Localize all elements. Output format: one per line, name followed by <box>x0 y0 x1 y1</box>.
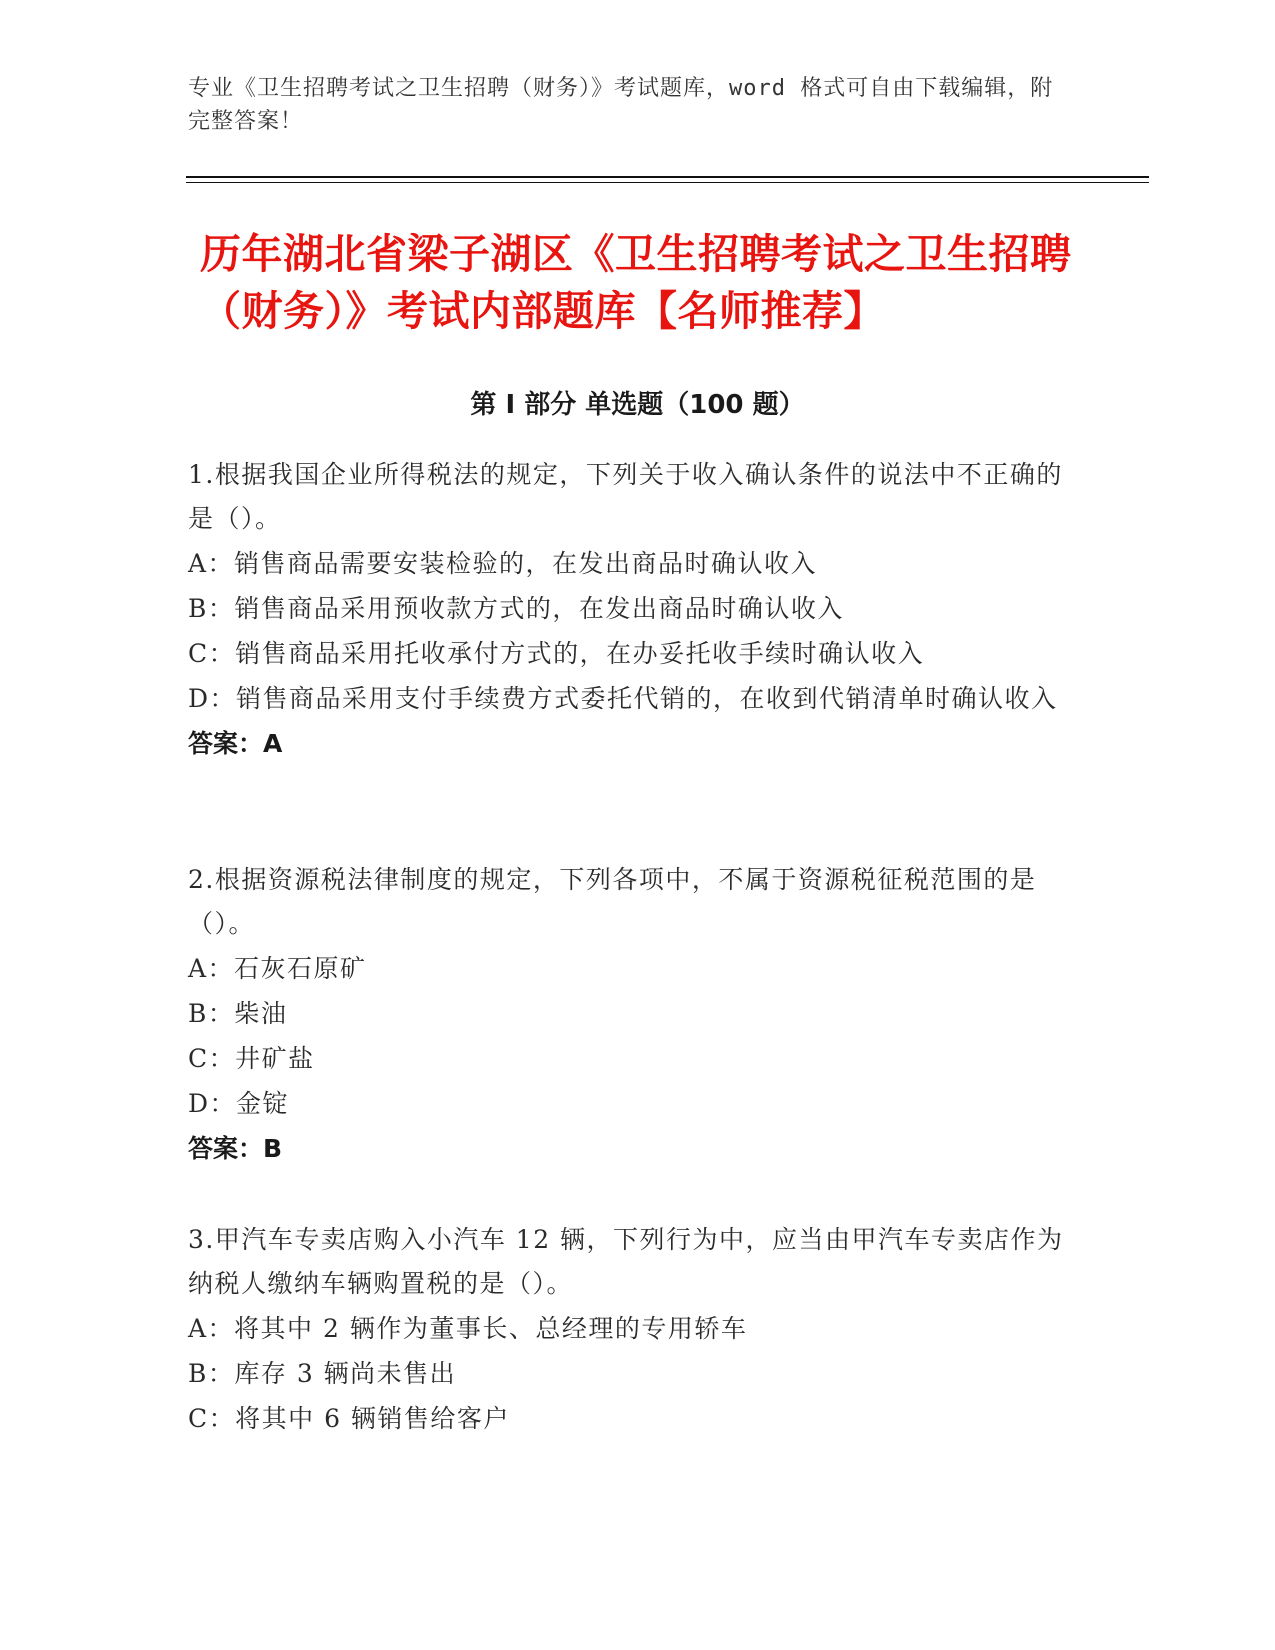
option-d: D：金锭 <box>188 1089 290 1118</box>
option-c: C：井矿盐 <box>188 1044 315 1073</box>
question-stem: 1.根据我国企业所得税法的规定，下列关于收入确认条件的说法中不正确的是（）。 <box>188 460 1063 533</box>
section-title: 第 I 部分 单选题（100 题） <box>470 390 805 420</box>
option-b: B：销售商品采用预收款方式的，在发出商品时确认收入 <box>188 594 844 623</box>
option-a: A：销售商品需要安装检验的，在发出商品时确认收入 <box>188 549 818 578</box>
question-2 <box>188 858 1068 1172</box>
option-b: B：库存 3 辆尚未售出 <box>188 1359 457 1388</box>
option-a: A：将其中 2 辆作为董事长、总经理的专用轿车 <box>188 1314 748 1343</box>
option-c: C：将其中 6 辆销售给客户 <box>188 1404 510 1433</box>
header-rule-thick <box>186 176 1149 178</box>
answer: 答案：B <box>188 1134 283 1163</box>
answer: 答案：A <box>188 729 283 758</box>
header-rule-thin <box>186 182 1149 183</box>
question-stem: 2.根据资源税法律制度的规定，下列各项中，不属于资源税征税范围的是（）。 <box>188 865 1037 938</box>
option-c: C：销售商品采用托收承付方式的，在办妥托收手续时确认收入 <box>188 639 925 668</box>
document-title: 历年湖北省梁子湖区《卫生招聘考试之卫生招聘（财务）》考试内部题库【名师推荐】 <box>200 230 1072 335</box>
question-stem: 3.甲汽车专卖店购入小汽车 12 辆，下列行为中，应当由甲汽车专卖店作为纳税人缴纳车辆购置税的是（）。 <box>188 1225 1064 1298</box>
header-note: 专业《卫生招聘考试之卫生招聘（财务）》考试题库，word 格式可自由下载编辑，附完整答案！ <box>188 76 1054 134</box>
option-a: A：石灰石原矿 <box>188 954 367 983</box>
question-1 <box>188 453 1068 767</box>
option-d: D：销售商品采用支付手续费方式委托代销的，在收到代销清单时确认收入 <box>188 684 1058 713</box>
question-3 <box>188 1218 1068 1441</box>
option-b: B：柴油 <box>188 999 288 1028</box>
